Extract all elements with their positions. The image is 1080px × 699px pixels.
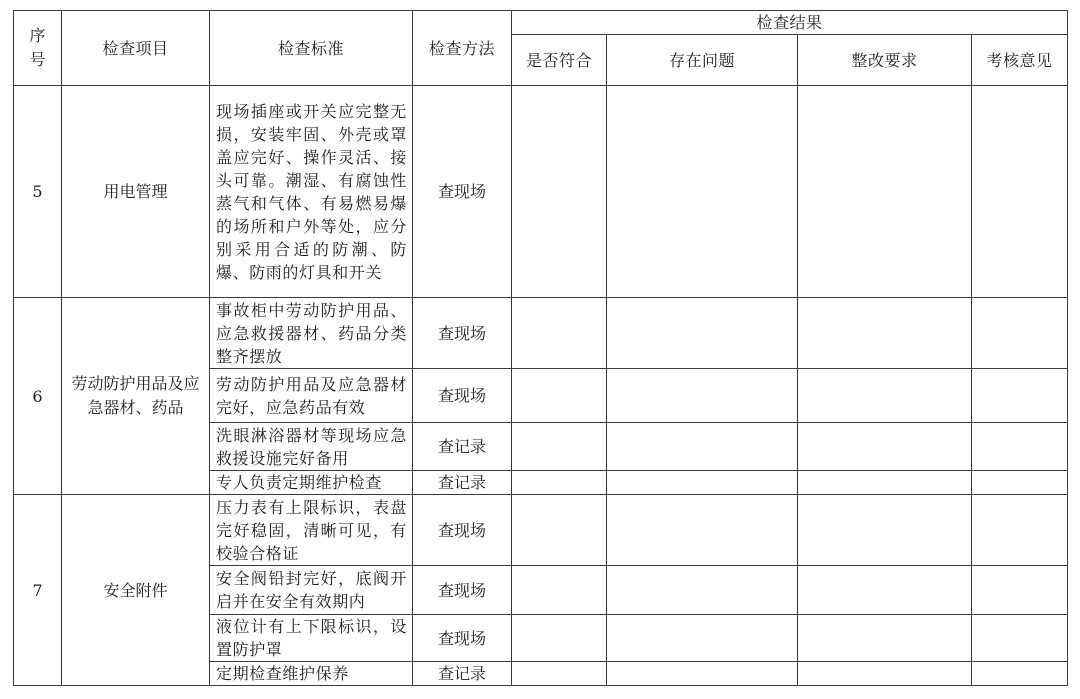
row-standard: 液位计有上下限标识，设置防护罩 bbox=[210, 615, 413, 662]
cell-assessment[interactable] bbox=[972, 471, 1068, 495]
row-method: 查现场 bbox=[413, 86, 512, 298]
cell-compliant[interactable] bbox=[512, 369, 607, 423]
cell-compliant[interactable] bbox=[512, 298, 607, 369]
cell-rectification[interactable] bbox=[798, 86, 972, 298]
header-item: 检查项目 bbox=[62, 11, 210, 86]
cell-issues[interactable] bbox=[607, 615, 798, 662]
row-seq: 7 bbox=[14, 495, 62, 686]
row-method: 查记录 bbox=[413, 423, 512, 471]
cell-compliant[interactable] bbox=[512, 566, 607, 615]
cell-assessment[interactable] bbox=[972, 298, 1068, 369]
row-standard: 事故柜中劳动防护用品、应急救援器材、药品分类整齐摆放 bbox=[210, 298, 413, 369]
row-method: 查现场 bbox=[413, 298, 512, 369]
cell-compliant[interactable] bbox=[512, 471, 607, 495]
cell-assessment[interactable] bbox=[972, 566, 1068, 615]
cell-compliant[interactable] bbox=[512, 662, 607, 686]
cell-issues[interactable] bbox=[607, 423, 798, 471]
cell-rectification[interactable] bbox=[798, 471, 972, 495]
row-method: 查记录 bbox=[413, 662, 512, 686]
row-standard: 劳动防护用品及应急器材完好，应急药品有效 bbox=[210, 369, 413, 423]
row-method: 查现场 bbox=[413, 369, 512, 423]
row-item: 用电管理 bbox=[62, 86, 210, 298]
row-standard: 安全阀铅封完好，底阀开启并在安全有效期内 bbox=[210, 566, 413, 615]
cell-assessment[interactable] bbox=[972, 615, 1068, 662]
row-method: 查记录 bbox=[413, 471, 512, 495]
cell-rectification[interactable] bbox=[798, 615, 972, 662]
cell-assessment[interactable] bbox=[972, 369, 1068, 423]
cell-rectification[interactable] bbox=[798, 566, 972, 615]
cell-rectification[interactable] bbox=[798, 662, 972, 686]
cell-compliant[interactable] bbox=[512, 86, 607, 298]
header-result-rectification: 整改要求 bbox=[798, 35, 972, 86]
cell-issues[interactable] bbox=[607, 662, 798, 686]
row-standard: 定期检查维护保养 bbox=[210, 662, 413, 686]
row-item: 劳动防护用品及应急器材、药品 bbox=[62, 298, 210, 495]
header-standard: 检查标准 bbox=[210, 11, 413, 86]
row-standard: 洗眼淋浴器材等现场应急救援设施完好备用 bbox=[210, 423, 413, 471]
row-seq: 6 bbox=[14, 298, 62, 495]
header-result-assessment: 考核意见 bbox=[972, 35, 1068, 86]
cell-assessment[interactable] bbox=[972, 662, 1068, 686]
row-standard: 压力表有上限标识，表盘完好稳固，清晰可见，有校验合格证 bbox=[210, 495, 413, 566]
table-row bbox=[14, 298, 1068, 369]
cell-issues[interactable] bbox=[607, 298, 798, 369]
cell-issues[interactable] bbox=[607, 566, 798, 615]
table-row bbox=[14, 495, 1068, 566]
header-row-1 bbox=[14, 11, 1068, 35]
cell-rectification[interactable] bbox=[798, 369, 972, 423]
table-row bbox=[14, 86, 1068, 298]
cell-assessment[interactable] bbox=[972, 495, 1068, 566]
row-standard: 现场插座或开关应完整无损，安装牢固、外壳或罩盖应完好、操作灵活、接头可靠。潮湿、有腐蚀性蒸气和气体、有易燃易爆的场所和户外等处，应分别采用合适的防潮、防爆、防雨的灯具和开关 bbox=[210, 86, 413, 298]
header-result-group: 检查结果 bbox=[512, 11, 1068, 35]
cell-issues[interactable] bbox=[607, 471, 798, 495]
cell-assessment[interactable] bbox=[972, 423, 1068, 471]
row-standard: 专人负责定期维护检查 bbox=[210, 471, 413, 495]
row-seq: 5 bbox=[14, 86, 62, 298]
cell-compliant[interactable] bbox=[512, 615, 607, 662]
cell-issues[interactable] bbox=[607, 369, 798, 423]
cell-issues[interactable] bbox=[607, 495, 798, 566]
row-method: 查现场 bbox=[413, 615, 512, 662]
cell-assessment[interactable] bbox=[972, 86, 1068, 298]
row-method: 查现场 bbox=[413, 566, 512, 615]
inspection-table bbox=[13, 10, 1068, 686]
cell-rectification[interactable] bbox=[798, 495, 972, 566]
cell-issues[interactable] bbox=[607, 86, 798, 298]
cell-rectification[interactable] bbox=[798, 298, 972, 369]
header-result-issues: 存在问题 bbox=[607, 35, 798, 86]
cell-compliant[interactable] bbox=[512, 423, 607, 471]
header-method: 检查方法 bbox=[413, 11, 512, 86]
cell-rectification[interactable] bbox=[798, 423, 972, 471]
header-result-compliant: 是否符合 bbox=[512, 35, 607, 86]
header-seq: 序号 bbox=[14, 11, 62, 86]
inspection-sheet bbox=[13, 10, 1068, 686]
row-method: 查现场 bbox=[413, 495, 512, 566]
cell-compliant[interactable] bbox=[512, 495, 607, 566]
row-item: 安全附件 bbox=[62, 495, 210, 686]
